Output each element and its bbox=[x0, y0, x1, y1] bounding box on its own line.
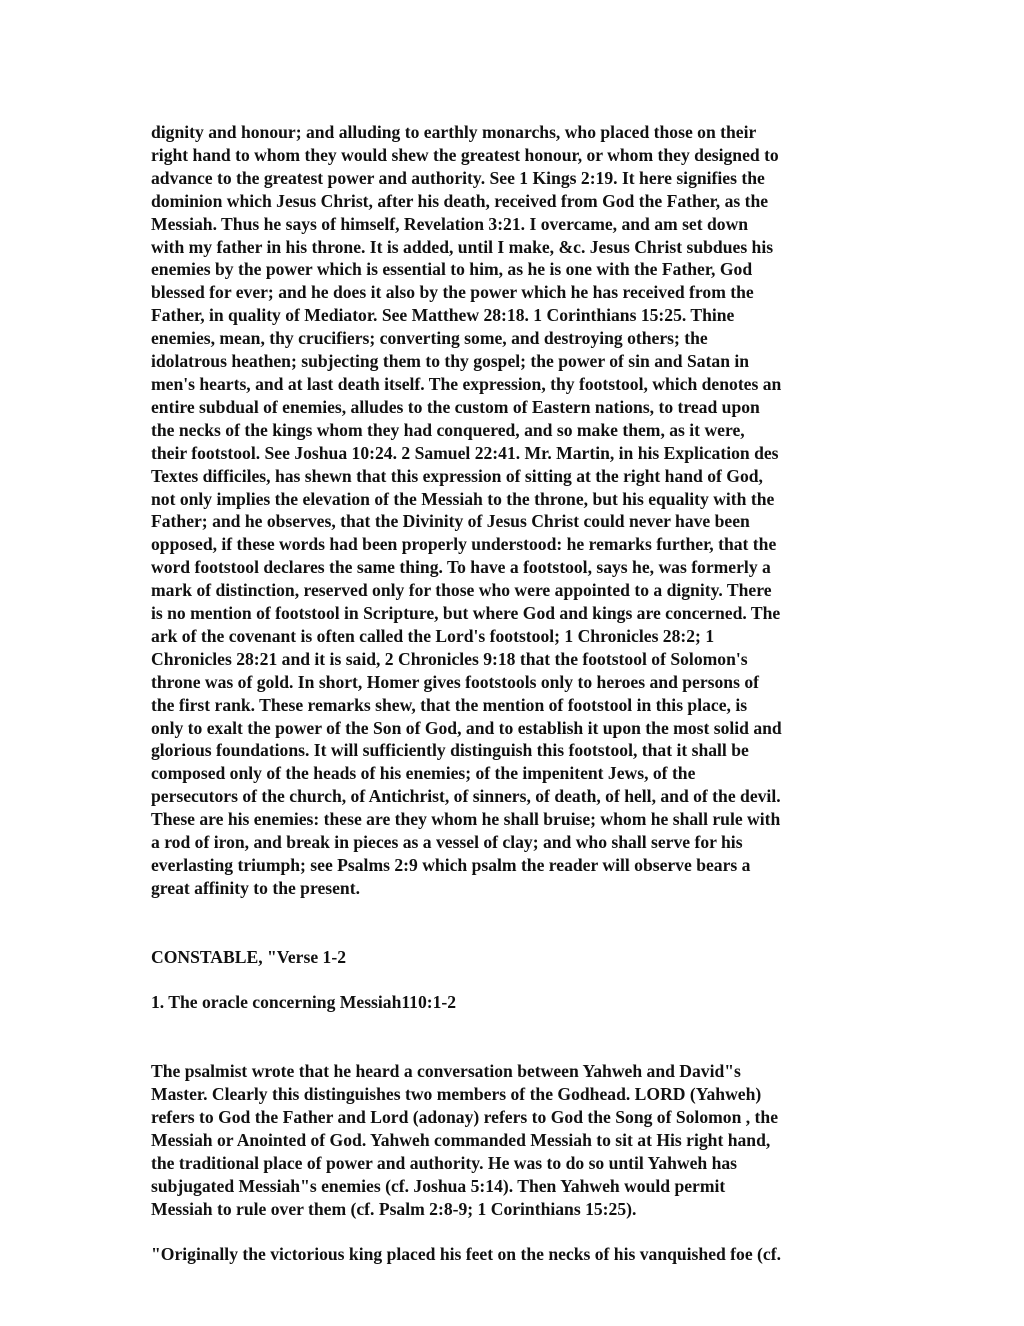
text-line: the necks of the kings whom they had conquered, and so make them, as it were, bbox=[151, 419, 745, 440]
text-line: not only implies the elevation of the Messiah to the throne, but his equality with the bbox=[151, 488, 775, 509]
text-line: idolatrous heathen; subjecting them to thy gospel; the power of sin and Satan in bbox=[151, 351, 750, 372]
text-line: dominion which Jesus Christ, after his death, received from God the Father, as the bbox=[151, 190, 769, 211]
text-line: entire subdual of enemies, alludes to the custom of Eastern nations, to tread upon bbox=[151, 396, 760, 417]
heading-subtitle: 1. The oracle concerning Messiah110:1-2 bbox=[151, 992, 457, 1013]
text-line: their footstool. See Joshua 10:24. 2 Samuel 22:41. Mr. Martin, in his Explication des bbox=[151, 442, 779, 463]
text-line: These are his enemies: these are they whom he shall bruise; whom he shall rule with bbox=[151, 809, 781, 830]
text-line: throne was of gold. In short, Homer gives footstools only to heroes and persons of bbox=[151, 671, 759, 692]
text-line: the first rank. These remarks shew, that the mention of footstool in this place, is bbox=[151, 694, 748, 715]
text-line: blessed for ever; and he does it also by the power which he has received from the bbox=[151, 282, 754, 303]
text-line: Master. Clearly this distinguishes two members of the Godhead. LORD (Yahweh) bbox=[151, 1084, 762, 1105]
quotation-paragraph bbox=[151, 1243, 881, 1266]
text-line: the traditional place of power and authority. He was to do so until Yahweh has bbox=[151, 1152, 738, 1173]
text-line: Messiah to rule over them (cf. Psalm 2:8-9; 1 Corinthians 15:25). bbox=[151, 1198, 637, 1219]
text-line: with my father in his throne. It is added, until I make, &c. Jesus Christ subdues his bbox=[151, 236, 774, 257]
text-line: right hand to whom they would shew the greatest honour, or whom they designed to bbox=[151, 144, 779, 165]
text-line: is no mention of footstool in Scripture, but where God and kings are concerned. The bbox=[151, 603, 781, 624]
text-line: subjugated Messiah"s enemies (cf. Joshua 5:14). Then Yahweh would permit bbox=[151, 1175, 726, 1196]
text-line: only to exalt the power of the Son of God, and to establish it upon the most solid and bbox=[151, 717, 782, 738]
text-line: persecutors of the church, of Antichrist, of sinners, of death, of hell, and of the devil. bbox=[151, 786, 781, 807]
text-line: composed only of the heads of his enemies; of the impenitent Jews, of the bbox=[151, 763, 696, 784]
text-line: word footstool declares the same thing. To have a footstool, says he, was formerly a bbox=[151, 557, 771, 578]
text-line: great affinity to the present. bbox=[151, 877, 360, 898]
text-line: enemies by the power which is essential to him, as he is one with the Father, God bbox=[151, 259, 753, 280]
text-line: Textes difficiles, has shewn that this expression of sitting at the right hand of God, bbox=[151, 465, 763, 486]
text-line: refers to God the Father and Lord (adonay) refers to God the Song of Solomon , the bbox=[151, 1106, 779, 1127]
text-line: mark of distinction, reserved only for those who were appointed to a dignity. There bbox=[151, 580, 772, 601]
text-line: men's hearts, and at last death itself. The expression, thy footstool, which denotes an bbox=[151, 373, 782, 394]
text-line: opposed, if these words had been properly understood: he remarks further, that the bbox=[151, 534, 777, 555]
text-line: ark of the covenant is often called the Lord's footstool; 1 Chronicles 28:2; 1 bbox=[151, 625, 715, 646]
text-line: Father; and he observes, that the Divinity of Jesus Christ could never have been bbox=[151, 511, 750, 532]
constable-heading bbox=[151, 923, 881, 1038]
text-line: enemies, mean, thy crucifiers; converting some, and destroying others; the bbox=[151, 328, 708, 349]
text-line: Messiah or Anointed of God. Yahweh commanded Messiah to sit at His right hand, bbox=[151, 1129, 771, 1150]
text-line: The psalmist wrote that he heard a conversation between Yahweh and David"s bbox=[151, 1061, 741, 1082]
text-line: "Originally the victorious king placed his feet on the necks of his vanquished foe (cf. bbox=[151, 1244, 781, 1265]
document-page bbox=[151, 121, 881, 1289]
text-line: advance to the greatest power and authority. See 1 Kings 2:19. It here signifies the bbox=[151, 167, 765, 188]
text-line: everlasting triumph; see Psalms 2:9 which psalm the reader will observe bears a bbox=[151, 855, 751, 875]
text-line: Father, in quality of Mediator. See Matthew 28:18. 1 Corinthians 15:25. Thine bbox=[151, 305, 735, 326]
psalmist-paragraph bbox=[151, 1060, 881, 1220]
text-line: Chronicles 28:21 and it is said, 2 Chronicles 9:18 that the footstool of Solomon's bbox=[151, 648, 748, 669]
text-line: Messiah. Thus he says of himself, Revelation 3:21. I overcame, and am set down bbox=[151, 213, 749, 234]
text-line: dignity and honour; and alluding to earthly monarchs, who placed those on their bbox=[151, 122, 757, 142]
commentary-paragraph bbox=[151, 121, 881, 900]
text-line: glorious foundations. It will sufficiently distinguish this footstool, that it shall be bbox=[151, 740, 749, 761]
heading-title: CONSTABLE, "Verse 1-2 bbox=[151, 946, 346, 967]
text-line: a rod of iron, and break in pieces as a vessel of clay; and who shall serve for his bbox=[151, 832, 743, 853]
